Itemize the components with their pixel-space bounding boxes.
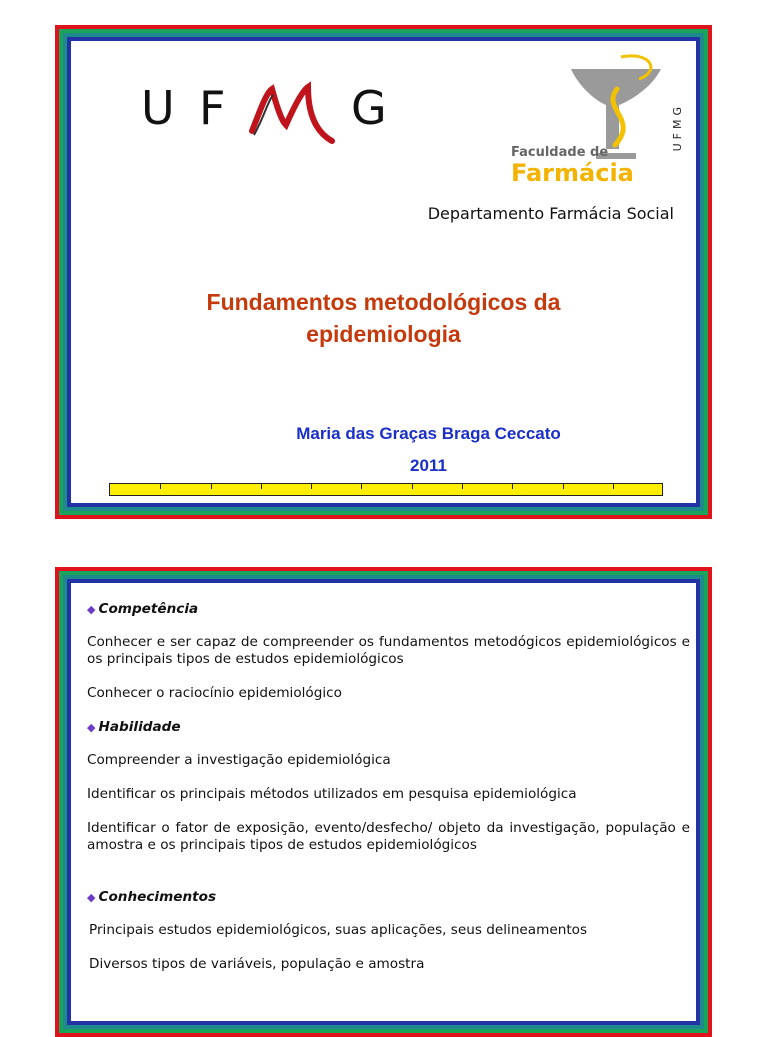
ruler-tick [563,484,564,489]
habilidade-item: Identificar os principais métodos utilizados em pesquisa epidemiológica [87,786,577,802]
decorative-ruler [109,483,663,496]
ruler-tick [311,484,312,489]
competencia-item: Conhecer e ser capaz de compreender os fundamentos metodógicos epidemiológicos e os principais tipos de estudos epidemiológicos [87,634,690,667]
logo-text-farmacia: Farmácia [511,159,634,187]
title-slide [55,25,712,519]
objectives-content [87,601,690,990]
logo-text-faculdade: Faculdade de [511,145,609,160]
slide-content [71,41,696,503]
section-heading-conhecimentos [87,889,690,905]
diamond-bullet-icon: ◆ [87,602,96,616]
spacer [87,871,690,889]
logo-letter-f: F [199,81,226,135]
slide-content [71,583,696,1021]
habilidade-item: Compreender a investigação epidemiológica [87,752,391,768]
section-heading-habilidade [87,719,690,735]
section-heading-competencia [87,601,690,617]
ruler-tick [211,484,212,489]
ruler-tick [613,484,614,489]
logo-m-swoosh-icon [246,81,336,151]
conhecimentos-item: Diversos tipos de variáveis, população e amostra [89,956,425,972]
department-name: Departamento Farmácia Social [427,204,674,223]
heading-text: Conhecimentos [98,889,217,905]
ruler-tick [361,484,362,489]
logo-text-ufmg-vertical: UFMG [671,103,684,152]
pharmacy-faculty-logo [511,49,687,189]
ufmg-logo [141,81,401,151]
competencia-item: Conhecer o raciocínio epidemiológico [87,685,342,701]
ruler-tick [261,484,262,489]
logo-letter-g: G [351,81,387,135]
habilidade-item: Identificar o fator de exposição, evento/desfecho/ objeto da investigação, população e amostra e os principais tipos de estudos epidemiológicos [87,820,690,853]
logo-letter-u: U [141,81,175,135]
ruler-tick [160,484,161,489]
diamond-bullet-icon: ◆ [87,720,96,734]
conhecimentos-item: Principais estudos epidemiológicos, suas aplicações, seus delineamentos [89,922,588,938]
heading-text: Competência [98,601,199,617]
presentation-year: 2011 [410,456,447,475]
diamond-bullet-icon: ◆ [87,890,96,904]
ruler-tick [412,484,413,489]
ruler-tick [512,484,513,489]
title-line-1: Fundamentos metodológicos da [206,289,561,315]
presentation-title [71,286,696,350]
title-line-2: epidemiologia [306,321,461,347]
objectives-slide [55,567,712,1037]
author-name: Maria das Graças Braga Ceccato [296,424,561,443]
ruler-tick [462,484,463,489]
heading-text: Habilidade [98,719,181,735]
